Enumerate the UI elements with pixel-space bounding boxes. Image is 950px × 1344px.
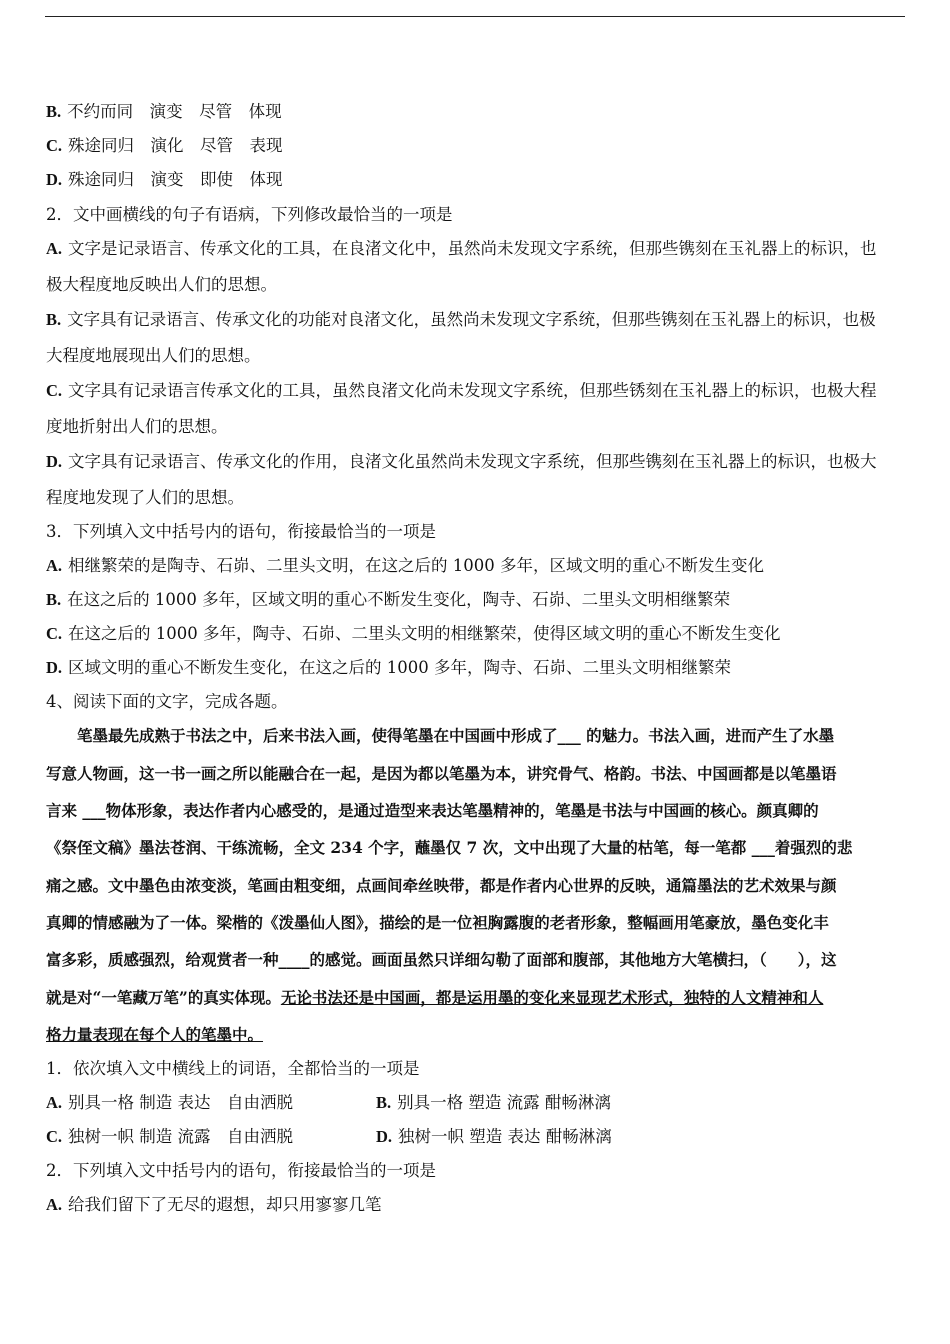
q3-option-d (46, 658, 731, 678)
underlined-sentence: 无论书法还是中国画，都是运用墨的变化来显现艺术形式，独特的人文精神和人 (280, 988, 824, 1007)
sub1-stem: 1．依次填入文中横线上的词语，全都恰当的一项是 (46, 1059, 420, 1078)
q2-option-d-line1 (46, 452, 877, 472)
option-label: B. (46, 590, 62, 609)
passage-line-5: 痛之感。文中墨色由浓变淡，笔画由粗变细，点画间牵丝映带，都是作者内心世界的反映，通篇墨法的艺术效果与颜 (46, 876, 837, 895)
passage-line-8 (46, 988, 902, 1008)
passage-line-6: 真卿的情感融为了一体。梁楷的《泼墨仙人图》，描绘的是一位袒胸露腹的老者形象，整幅画用笔豪放，墨色变化丰 (46, 913, 829, 932)
option-label: B. (46, 310, 62, 329)
option-label: A. (46, 1195, 63, 1214)
passage-line-1: 笔墨最先成熟于书法之中，后来书法入画，使得笔墨在中国画中形成了___ 的魅力。书法入画，进而产生了水墨 (46, 726, 835, 745)
option-text: 别具一格 制造 表达 自由洒脱 (68, 1093, 294, 1112)
sub1-option-d (376, 1127, 612, 1147)
option-text: 殊途同归 演变 即使 体现 (68, 170, 283, 189)
sub1-option-a (46, 1093, 293, 1113)
passage-line-7: 富多彩，质感强烈，给观赏者一种____的感觉。画面虽然只详细勾勒了面部和腹部，其他地方大笔横扫，（ ），这 (46, 950, 837, 969)
q2-option-a-line2: 极大程度地反映出人们的思想。 (46, 275, 277, 294)
option-label: C. (46, 381, 63, 400)
option-text: 相继繁荣的是陶寺、石峁、二里头文明，在这之后的 1000 多年，区域文明的重心不断发生变化 (68, 556, 765, 575)
option-label: D. (46, 452, 63, 471)
option-label: D. (46, 170, 63, 189)
option-label: C. (46, 1127, 63, 1146)
underlined-sentence: 格力量表现在每个人的笔墨中。 (46, 1025, 264, 1044)
option-label: D. (376, 1127, 393, 1146)
option-text: 在这之后的 1000 多年，区域文明的重心不断发生变化，陶寺、石峁、二里头文明相继繁荣 (67, 590, 731, 609)
option-label: A. (46, 556, 63, 575)
q3-stem: 3．下列填入文中括号内的语句，衔接最恰当的一项是 (46, 522, 436, 541)
option-label: A. (46, 239, 63, 258)
q2-option-c-line1 (46, 381, 877, 401)
passage-line-3: 言来 ___物体形象，表达作者内心感受的，是通过造型来表达笔墨精神的，笔墨是书法与中国画的核心。颜真卿的 (46, 801, 819, 820)
top-rule (45, 16, 905, 17)
option-text: 别具一格 塑造 流露 酣畅淋漓 (397, 1093, 611, 1112)
q2-stem: 2．文中画横线的句子有语病，下列修改最恰当的一项是 (46, 205, 453, 224)
q1-option-b (46, 102, 282, 122)
q1-option-d (46, 170, 283, 190)
q4-heading: 4、阅读下面的文字，完成各题。 (46, 692, 288, 711)
option-text: 不约而同 演变 尽管 体现 (67, 102, 282, 121)
option-label: A. (46, 1093, 63, 1112)
option-text: 独树一帜 塑造 表达 酣畅淋漓 (398, 1127, 612, 1146)
option-text: 给我们留下了无尽的遐想，却只用寥寥几笔 (68, 1195, 382, 1214)
sub2-stem: 2．下列填入文中括号内的语句，衔接最恰当的一项是 (46, 1161, 436, 1180)
option-label: B. (376, 1093, 392, 1112)
passage-line-4: 《祭侄文稿》墨法苍润、干练流畅，全文 234 个字，蘸墨仅 7 次，文中出现了大量的枯笔，每一笔都 ___着强烈的悲 (46, 838, 853, 857)
sub1-option-b (376, 1093, 611, 1113)
q2-option-d-line2: 程度地发现了人们的思想。 (46, 488, 244, 507)
passage-line-2: 写意人物画，这一书一画之所以能融合在一起，是因为都以笔墨为本，讲究骨气、格韵。书法、中国画都是以笔墨语 (46, 764, 837, 783)
option-text: 在这之后的 1000 多年，陶寺、石峁、二里头文明的相继繁荣，使得区域文明的重心不断发生变化 (68, 624, 781, 643)
option-text: 殊途同归 演化 尽管 表现 (68, 136, 283, 155)
option-label: D. (46, 658, 63, 677)
passage-text: 就是对“一笔藏万笔”的真实体现。 (46, 988, 281, 1007)
q2-option-a-line1 (46, 239, 877, 259)
option-text: 区域文明的重心不断发生变化，在这之后的 1000 多年，陶寺、石峁、二里头文明相继繁荣 (68, 658, 732, 677)
option-text: 独树一帜 制造 流露 自由洒脱 (68, 1127, 294, 1146)
option-text: 文字是记录语言、传承文化的工具，在良渚文化中，虽然尚未发现文字系统，但那些镌刻在玉礼器上的标识，也 (68, 239, 877, 258)
q3-option-c (46, 624, 781, 644)
q2-option-c-line2: 度地折射出人们的思想。 (46, 417, 228, 436)
option-label: B. (46, 102, 62, 121)
option-text: 文字具有记录语言、传承文化的功能对良渚文化，虽然尚未发现文字系统，但那些镌刻在玉礼器上的标识，也极 (67, 310, 876, 329)
passage-line-9 (46, 1025, 902, 1045)
q3-option-b (46, 590, 730, 610)
option-text: 文字具有记录语言传承文化的工具，虽然良渚文化尚未发现文字系统，但那些锈刻在玉礼器上的标识，也极大程 (68, 381, 877, 400)
option-label: C. (46, 624, 63, 643)
sub1-option-c (46, 1127, 293, 1147)
option-text: 文字具有记录语言、传承文化的作用，良渚文化虽然尚未发现文字系统，但那些镌刻在玉礼器上的标识，也极大 (68, 452, 877, 471)
q2-option-b-line2: 大程度地展现出人们的思想。 (46, 346, 261, 365)
sub2-option-a (46, 1195, 382, 1215)
q3-option-a (46, 556, 764, 576)
q2-option-b-line1 (46, 310, 876, 330)
option-label: C. (46, 136, 63, 155)
q1-option-c (46, 136, 283, 156)
